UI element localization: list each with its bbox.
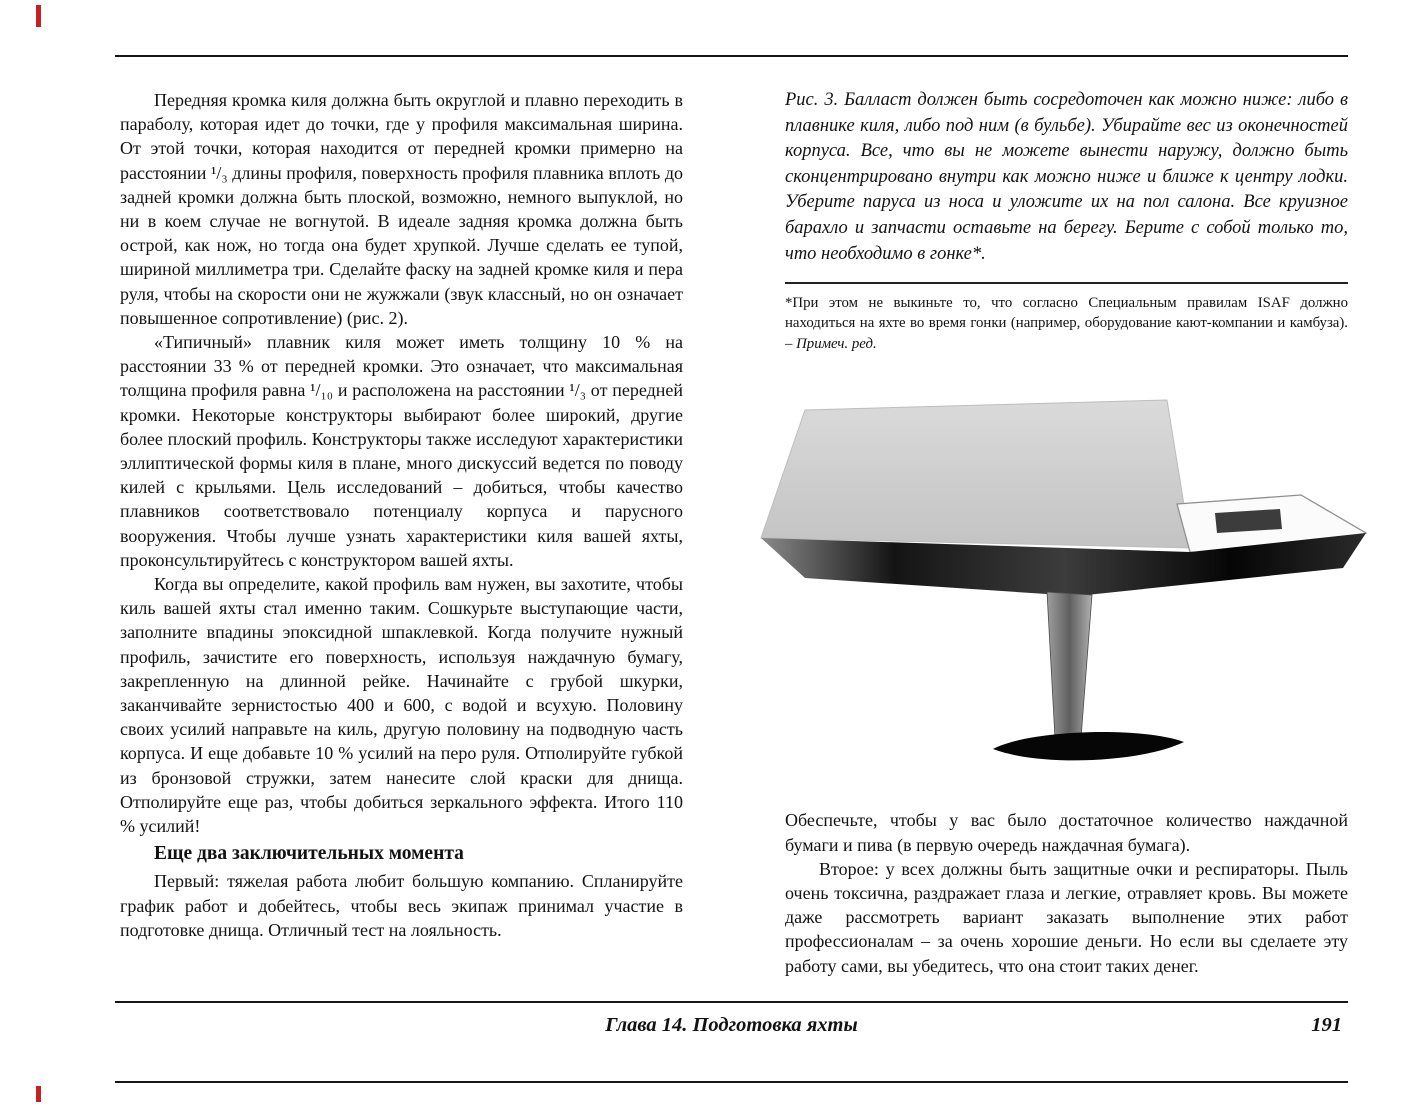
paragraph-sandpaper-beer: Обеспечьте, чтобы у вас было достаточное количество наждачной бумаги и пива (в первую очередь наждачная бумага). bbox=[785, 810, 1348, 855]
page-footer bbox=[115, 1010, 1348, 1044]
paragraph-keel-leading-edge: Передняя кромка киля должна быть округлой и плавно переходить в параболу, которая идет до точки, где у профиля максимальная ширина. От этой точки, которая находится от передней кромки примерно на расстоянии ¹/₃ длины профиля, поверхность профиля плавника вплоть до задней кромки должна быть плоской, возможно, немного выпуклой, но ни в коем случае не вогнутой. В идеале задняя кромка должна быть острой, как нож, но тогда она будет хрупкой. Лучше сделать ее тупой, шириной миллиметра три. Сделайте фаску на задней кромке киля и пера руля, чтобы на скорости они не жужжали (звук классный, но он означает повышенное сопротивление) (рис. 2). bbox=[120, 90, 683, 328]
text-columns bbox=[120, 88, 1348, 978]
page-number: 191 bbox=[1311, 1014, 1342, 1036]
keel-fin bbox=[1047, 592, 1092, 738]
figure-caption: Рис. 3. Балласт должен быть сосредоточен как можно ниже: либо в плавнике киля, либо под ним (в бульбе). Убирайте вес из оконечностей корпуса. Все, что вы не можете вынести наружу, должно быть сконцентрировано внутри как можно ниже и ближе к центру лодки. Уберите паруса из носа и уложите их на пол салона. Все круизное барахло и запчасти оставьте на берегу. Берите с собой только то, что необходимо в гонке*. bbox=[785, 90, 1348, 264]
footnote-separator bbox=[785, 282, 1348, 284]
bottom-rule bbox=[115, 1081, 1348, 1083]
section-heading: Еще два заключительных момента bbox=[154, 843, 464, 865]
scan-artifact-top bbox=[36, 5, 41, 27]
hull-keel-bulb-drawing bbox=[747, 396, 1372, 788]
header-rule bbox=[115, 55, 1348, 57]
footer-rule bbox=[115, 1001, 1348, 1003]
deck-panel bbox=[761, 400, 1191, 548]
paragraph-fairing-work: Когда вы определите, какой профиль вам нужен, вы захотите, чтобы киль вашей яхты стал именно таким. Сошкурьте выступающие части, заполните впадины эпоксидной шпаклевкой. Когда получите нужный профиль, зачистите его поверхность, используя наждачную бумагу, закрепленную на длинной рейке. Начинайте с грубой шкурки, заканчивайте зернистостью 400 и 600, с водой и всухую. Половину своих усилий направьте на киль, другую половину на подводную часть корпуса. И еще добавьте 10 % усилий на перо руля. Отполируйте губкой из бронзовой стружки, затем нанесите слой краски для днища. Отполируйте еще раз, чтобы добиться зеркального эффекта. Итого 110 % усилий! bbox=[120, 574, 683, 837]
keel-bulb bbox=[993, 732, 1184, 760]
paragraph-typical-fin: «Типичный» плавник киля может иметь толщину 10 % на расстоянии 33 % от передней кромки. Это означает, что максимальная толщина профиля равна ¹/₁₀ и расположена на расстоянии ¹/₃ от передней кромки. Некоторые конструкторы выбирают более широкий, другие более плоский профиль. Конструкторы также исследуют характеристики эллиптической формы киля в плане, много дискуссий ведется по поводу килей с крыльями. Цель исследований – добиться, чтобы качество плавников соответствовало потенциалу корпуса и парусного вооружения. Чтобы лучше узнать характеристики киля вашей яхты, проконсультируйтесь с конструктором вашей яхты. bbox=[120, 332, 683, 570]
chapter-title: Глава 14. Подготовка яхты bbox=[605, 1014, 858, 1036]
paragraph-second-point: Второе: у всех должны быть защитные очки и респираторы. Пыль очень токсична, раздражает глаза и легкие, отравляет кровь. Вы можете даже рассмотреть вариант заказать выполнение этих работ профессионалам – за очень хорошие деньги. Но если вы сделаете эту работу сами, вы убедитесь, что она стоит таких денег. bbox=[785, 858, 1348, 976]
paragraph-first-point: Первый: тяжелая работа любит большую компанию. Спланируйте график работ и добейтесь, чтобы весь экипаж принимал участие в подготовке днища. Отличный тест на лояльность. bbox=[120, 871, 683, 940]
cockpit-hatch bbox=[1215, 509, 1282, 533]
footnote bbox=[785, 293, 1348, 355]
footnote-attribution: Примеч. ред. bbox=[796, 335, 877, 352]
left-column bbox=[120, 88, 683, 978]
right-column bbox=[785, 88, 1348, 978]
footnote-text: *При этом не выкиньте то, что согласно Специальным правилам ISAF должно находиться на яхте во время гонки (например, оборудование кают-компании и камбуза). – bbox=[785, 294, 1348, 352]
keel-illustration bbox=[785, 396, 1348, 788]
scan-artifact-bottom bbox=[36, 1086, 41, 1102]
